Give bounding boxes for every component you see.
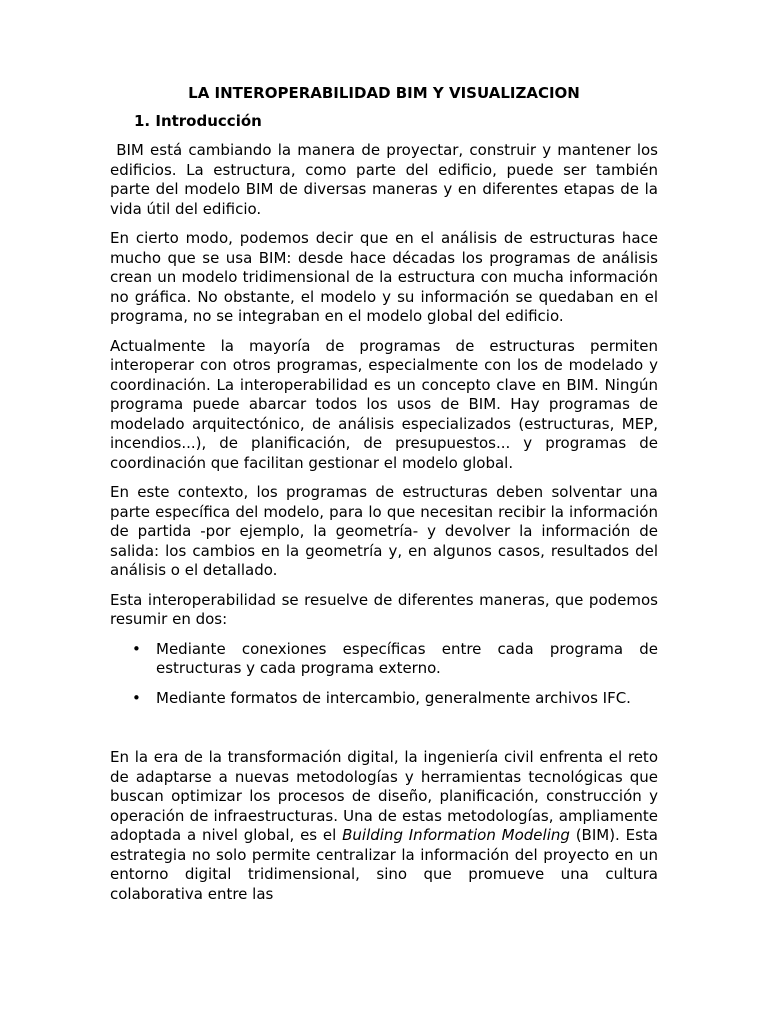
paragraph-6-text-end: (BIM). Esta estrategia no solo permite centralizar la información del proyecto en un entorno digital tridimensional, sino que promueve una cultura colaborativa entre las bbox=[110, 826, 658, 903]
bullet-icon: • bbox=[132, 639, 141, 658]
list-item bbox=[110, 640, 658, 679]
paragraph-6-text-start: En la era de la transformación digital, la ingeniería civil enfrenta el reto de adaptarse a nuevas metodologías y herramientas tecnológicas que buscan optimizar los procesos de diseño, planificación, construcción y operación de infraestructuras. Una de estas metodologías, ampliamente adoptada a nivel global, es el bbox=[110, 748, 658, 844]
list-item bbox=[110, 689, 658, 709]
paragraph-3: Actualmente la mayoría de programas de estructuras permiten interoperar con otros programas, especialmente con los de modelado y coordinación. La interoperabilidad es un concepto clave en BIM. Ningún programa puede abarcar todos los usos de BIM. Hay programas de modelado arquitectónico, de análisis especializados (estructuras, MEP, incendios...), de planificación, de presupuestos... y programas de coordinación que facilitan gestionar el modelo global. bbox=[110, 336, 658, 472]
section-heading: 1. Introducción bbox=[134, 111, 262, 130]
paragraph-4: En este contexto, los programas de estructuras deben solventar una parte específica del modelo, para lo que necesitan recibir la información de partida -por ejemplo, la geometría- y devolver la información de salida: los cambios en la geometría y, en algunos casos, resultados del análisis o el detallado. bbox=[110, 483, 658, 579]
bullet-list bbox=[110, 640, 658, 709]
paragraph-5: Esta interoperabilidad se resuelve de diferentes maneras, que podemos resumir en dos: bbox=[110, 590, 658, 628]
document-title: LA INTEROPERABILIDAD BIM Y VISUALIZACION bbox=[188, 84, 580, 102]
blank-line bbox=[110, 718, 658, 748]
list-item-text: Mediante formatos de intercambio, generalmente archivos IFC. bbox=[156, 688, 631, 707]
list-item-text: Mediante conexiones específicas entre cada programa de estructuras y cada programa externo. bbox=[156, 639, 658, 677]
paragraph-6 bbox=[110, 748, 658, 904]
bullet-icon: • bbox=[132, 688, 141, 707]
paragraph-6-italic-term: Building Information Modeling bbox=[342, 826, 570, 844]
paragraph-2: En cierto modo, podemos decir que en el análisis de estructuras hace mucho que se usa BIM: desde hace décadas los programas de análisis crean un modelo tridimensional de la estructura con mucha información no gráfica. No obstante, el modelo y su información se quedaban en el programa, no se integraban en el modelo global del edificio. bbox=[110, 229, 658, 325]
paragraph-1: BIM está cambiando la manera de proyectar, construir y mantener los edificios. La estructura, como parte del edificio, puede ser también parte del modelo BIM de diversas maneras y en diferentes etapas de la vida útil del edificio. bbox=[110, 141, 663, 218]
